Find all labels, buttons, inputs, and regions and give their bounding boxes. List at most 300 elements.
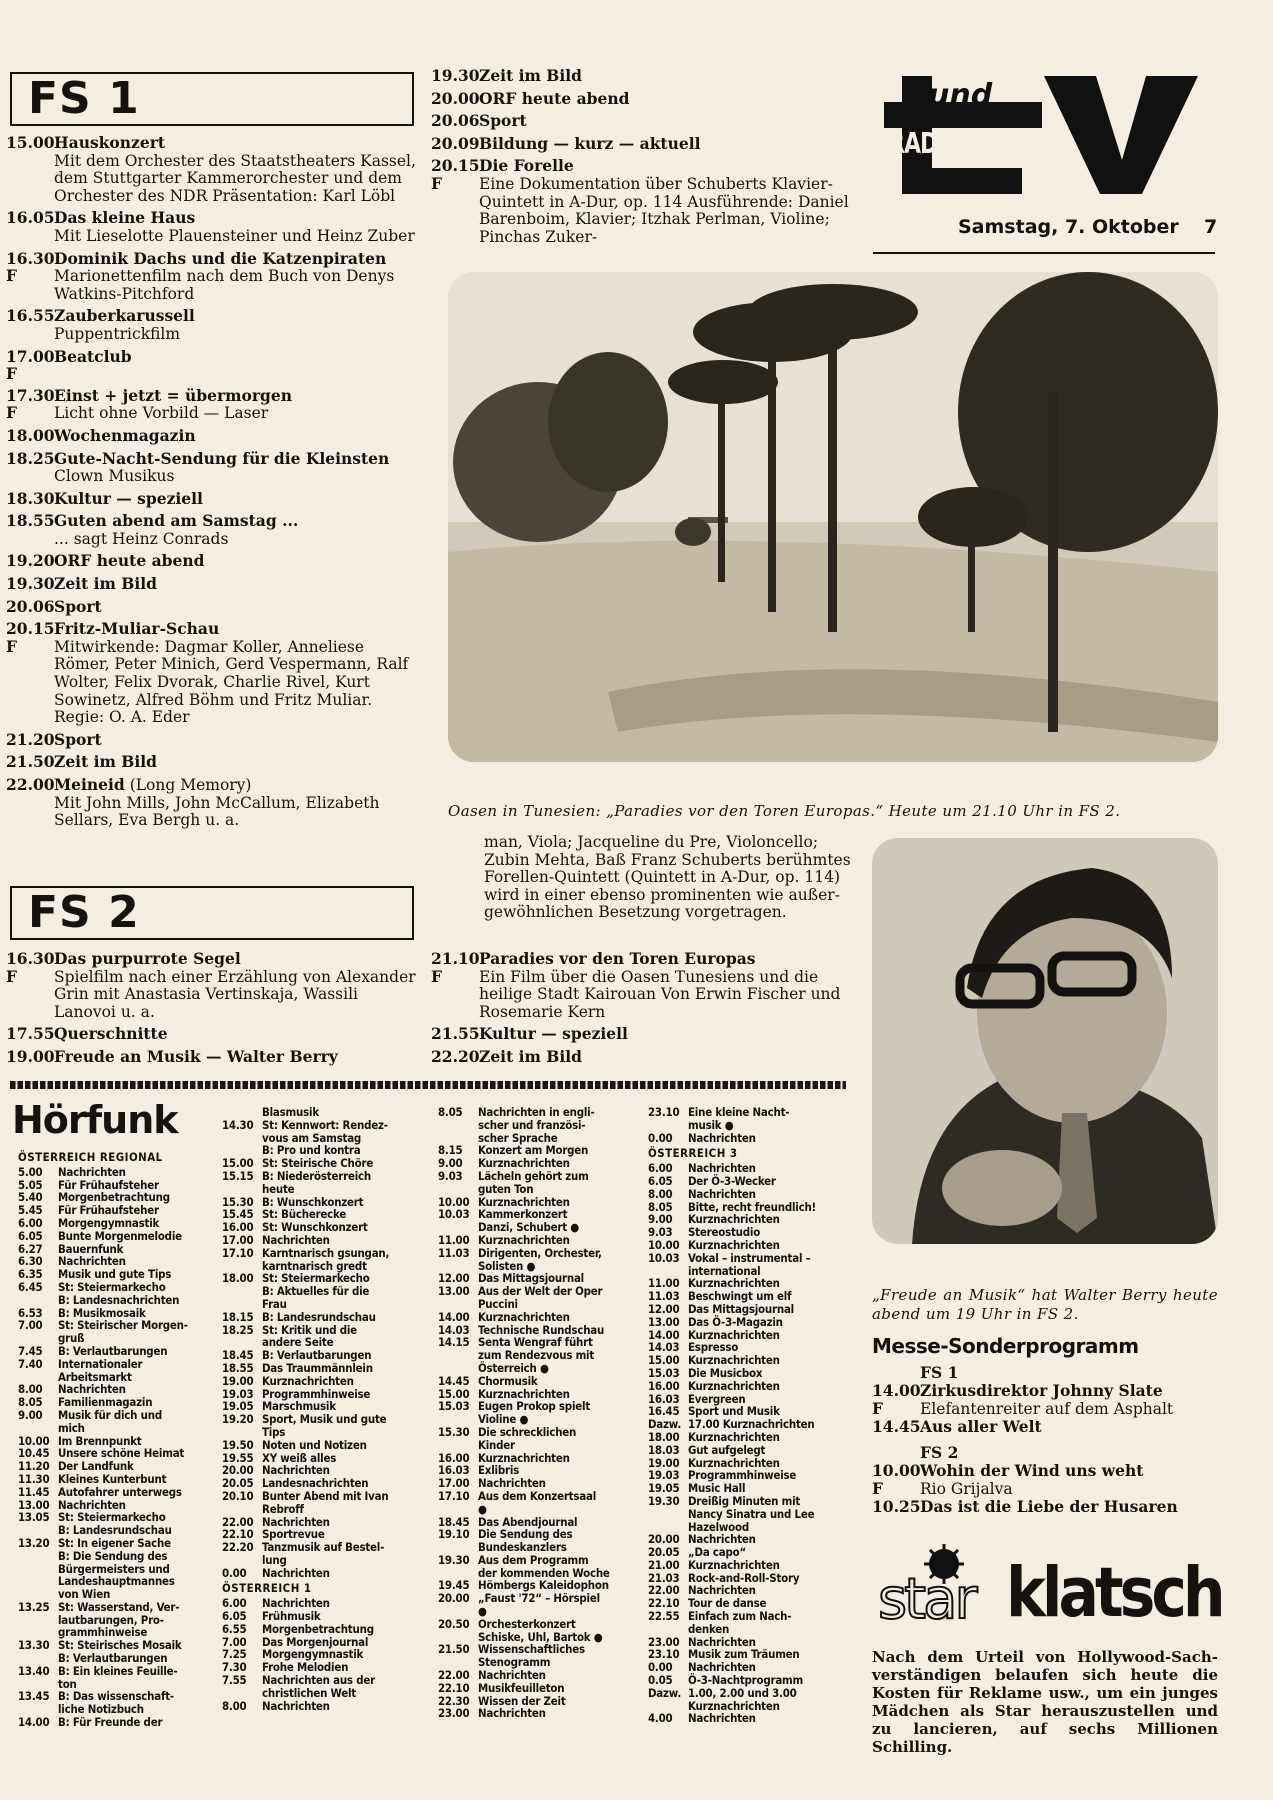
- radio-title: Kurznachrichten: [688, 1455, 780, 1470]
- radio-time: 15.00: [438, 1386, 470, 1401]
- radio-time: 8.00: [18, 1382, 43, 1397]
- rule-dot: [258, 1081, 264, 1089]
- radio-entry: [18, 1319, 222, 1332]
- program-desc: Mitwirkende: Dagmar Koller, Anneliese Römer, Peter Minich, Gerd Vespermann, Ralf Wolter, Felix Dvorak, Charlie Rivel, Kurt Sowinetz, Alfred Böhm und Fritz Muliar. Regie: O. A. Eder: [54, 637, 409, 727]
- program-entry: [431, 950, 851, 1021]
- program-text: [54, 307, 422, 343]
- rule-dot: [235, 1081, 241, 1089]
- rule-dot: [280, 1081, 286, 1089]
- program-time: 22.00: [6, 775, 55, 794]
- radio-time: 22.30: [438, 1693, 470, 1708]
- rule-dot: [273, 1081, 279, 1089]
- rule-dot: [145, 1081, 151, 1089]
- radio-title: Kurznachrichten: [478, 1386, 570, 1401]
- rule-dot: [160, 1081, 166, 1089]
- radio-entry: [438, 1413, 638, 1426]
- radio-time: 19.05: [222, 1399, 254, 1414]
- radio-title: lung: [262, 1552, 287, 1567]
- program-title: ORF heute abend: [479, 88, 630, 108]
- rule-dot: [250, 1081, 256, 1089]
- rule-dot: [715, 1081, 721, 1089]
- radio-title: St: Steiermarkecho: [58, 1510, 166, 1525]
- radio-time: 0.05: [648, 1673, 673, 1688]
- rule-dot: [423, 1081, 429, 1089]
- radio-title: Kurznachrichten: [688, 1698, 780, 1713]
- program-title: Sport: [54, 729, 102, 749]
- starklatsch-logo: [878, 1552, 1222, 1634]
- radio-title: scher und französi-: [478, 1117, 586, 1132]
- radio-title: Nachrichten: [262, 1514, 330, 1529]
- rule-dot: [520, 1081, 526, 1089]
- rule-dot: [610, 1081, 616, 1089]
- rule-dot: [415, 1081, 421, 1089]
- program-entry: [6, 387, 422, 423]
- radio-title: Rebroff: [262, 1501, 304, 1516]
- rule-dot: [408, 1081, 414, 1089]
- rule-dot: [33, 1081, 39, 1089]
- program-time: 21.55: [431, 1024, 480, 1044]
- program-time: 16.30: [6, 949, 55, 968]
- program-entry: [431, 1025, 851, 1044]
- program-text: [54, 950, 422, 1021]
- rule-dot: [445, 1081, 451, 1089]
- radio-title: Karntnarisch gsungan,: [262, 1245, 390, 1260]
- rule-dot: [363, 1081, 369, 1089]
- radio-title: 1.00, 2.00 und 3.00: [688, 1685, 797, 1700]
- radio-title: Nachrichten: [478, 1476, 546, 1491]
- rule-dot: [393, 1081, 399, 1089]
- program-flag: F: [6, 636, 18, 656]
- rule-dot: [190, 1081, 196, 1089]
- messe-entry: [872, 1480, 1218, 1498]
- radio-entry: [18, 1665, 222, 1678]
- program-title: Dominik Dachs und die Katzenpiraten: [54, 248, 387, 268]
- program-entry: [6, 753, 422, 772]
- program-text: [54, 490, 422, 509]
- radio-title: B: Ein kleines Feuille-: [58, 1663, 178, 1678]
- radio-time: [222, 1554, 262, 1567]
- radio-time: 12.00: [648, 1301, 680, 1316]
- radio-entry: [648, 1559, 854, 1572]
- radio-entry: [438, 1682, 638, 1695]
- radio-title: Nachrichten: [688, 1634, 756, 1649]
- radio-entry: [648, 1623, 854, 1636]
- radio-entry: [648, 1610, 854, 1623]
- radio-title: karntnarisch gredt: [262, 1258, 367, 1273]
- radio-title: Marschmusik: [262, 1399, 336, 1414]
- radio-time: 15.30: [222, 1194, 254, 1209]
- fs1-program-list: [6, 134, 422, 834]
- rule-dot: [340, 1081, 346, 1089]
- program-text: [54, 209, 422, 245]
- radio-entry: [18, 1281, 222, 1294]
- radio-entry: [648, 1546, 854, 1559]
- radio-time: [438, 1349, 478, 1362]
- radio-title: Nachrichten: [58, 1254, 126, 1269]
- radio-time: 7.30: [222, 1660, 247, 1675]
- radio-entry: [648, 1418, 854, 1431]
- radio-title: Das Morgenjournal: [262, 1634, 369, 1649]
- program-text: [479, 90, 851, 109]
- program-time-cell: [6, 250, 54, 304]
- radio-title: Kurznachrichten: [688, 1353, 780, 1368]
- radio-time: 11.20: [18, 1459, 50, 1474]
- radio-time: 7.00: [18, 1318, 43, 1333]
- program-time: 17.55: [6, 1024, 55, 1044]
- berry-caption: „Freude an Musik“ hat Walter Berry heute abend um 19 Uhr in FS 2.: [872, 1286, 1218, 1323]
- rule-dot: [438, 1081, 444, 1089]
- program-text: [54, 552, 422, 571]
- radio-time: 11.00: [438, 1232, 470, 1247]
- program-time-cell: [6, 753, 54, 772]
- radio-title: Rock-and-Roll-Story: [688, 1570, 800, 1585]
- radio-entry: [18, 1652, 222, 1665]
- rule-dot: [655, 1081, 661, 1089]
- radio-title: Österreich ●: [478, 1360, 549, 1375]
- radio-entry: [222, 1362, 436, 1375]
- radio-title: Hazelwood: [688, 1519, 749, 1534]
- program-flag: F: [431, 173, 443, 193]
- rule-dot: [40, 1081, 46, 1089]
- hoerfunk-col-1: [18, 1148, 222, 1729]
- rule-dot: [370, 1081, 376, 1089]
- radio-title: Kurznachrichten: [688, 1557, 780, 1572]
- radio-time: [438, 1503, 478, 1516]
- radio-entry: [222, 1490, 436, 1503]
- radio-title: andere Seite: [262, 1335, 334, 1350]
- program-time: 21.20: [6, 729, 55, 749]
- radio-entry: [438, 1669, 638, 1682]
- program-flag: F: [6, 364, 18, 384]
- program-entry: [431, 112, 851, 131]
- radio-title: St: Bücherecke: [262, 1207, 347, 1222]
- radio-time: [438, 1362, 478, 1375]
- radio-title: Musik für dich und: [58, 1407, 162, 1422]
- radio-time: 13.00: [648, 1314, 680, 1329]
- rule-dot: [745, 1081, 751, 1089]
- radio-title: Nachrichten: [58, 1497, 126, 1512]
- radio-entry: [648, 1380, 854, 1393]
- radio-title: Senta Wengraf führt: [478, 1335, 593, 1350]
- messe-fs1: FS 1: [920, 1363, 959, 1382]
- radio-time: [222, 1426, 262, 1439]
- radio-time: 6.55: [222, 1621, 247, 1636]
- radio-time: 6.00: [222, 1596, 247, 1611]
- radio-time: [18, 1524, 58, 1537]
- radio-entry: [222, 1610, 436, 1623]
- radio-entry: [438, 1400, 638, 1413]
- radio-time: 22.10: [648, 1596, 680, 1611]
- radio-title: ●: [478, 1501, 487, 1516]
- radio-entry: [18, 1358, 222, 1371]
- radio-title: Nachrichten: [688, 1711, 756, 1726]
- program-title: Zeit im Bild: [479, 66, 583, 85]
- oasis-caption: Oasen in Tunesien: „Paradies vor den Toren Europas.“ Heute um 21.10 Uhr in FS 2.: [448, 802, 1121, 820]
- radio-time: 23.00: [438, 1706, 470, 1721]
- radio-entry: [222, 1674, 436, 1687]
- radio-time: 18.55: [222, 1360, 254, 1375]
- radio-title: „Faust '72“ – Hörspiel: [478, 1591, 600, 1606]
- radio-time: 16.00: [438, 1450, 470, 1465]
- program-title: Hauskonzert: [54, 133, 166, 152]
- messe-title: Das ist die Liebe der Husaren: [920, 1497, 1178, 1516]
- radio-title: Morgengymnastik: [58, 1215, 160, 1230]
- radio-title: international: [688, 1263, 761, 1278]
- radio-entry: [648, 1106, 854, 1119]
- radio-title: Kurznachrichten: [262, 1373, 354, 1388]
- rule-dot: [243, 1081, 249, 1089]
- radio-time: 8.15: [438, 1143, 463, 1158]
- program-time: 20.06: [6, 596, 55, 616]
- program-title: Gute-Nacht-Sendung für die Kleinsten: [54, 448, 390, 468]
- radio-time: 20.00: [222, 1463, 254, 1478]
- radio-title: Die Sendung des: [478, 1527, 573, 1542]
- rule-dot: [468, 1081, 474, 1089]
- radio-title: St: Steirischer Morgen-: [58, 1318, 188, 1333]
- radio-time: 19.10: [438, 1527, 470, 1542]
- program-time-cell: [6, 134, 54, 205]
- rule-dot: [648, 1081, 654, 1089]
- radio-time: [222, 1183, 262, 1196]
- program-title: Einst + jetzt = übermorgen: [54, 385, 293, 405]
- radio-title: vous am Samstag: [262, 1130, 362, 1145]
- radio-title: Beschwingt um elf: [688, 1289, 792, 1304]
- radio-time: 16.45: [648, 1404, 680, 1419]
- radio-section-heading: ÖSTERREICH REGIONAL: [18, 1150, 163, 1164]
- messe-time: F: [872, 1399, 884, 1418]
- rule-dot: [198, 1081, 204, 1089]
- radio-entry: [222, 1554, 436, 1567]
- hand: [942, 1150, 1062, 1226]
- radio-title: Noten und Notizen: [262, 1437, 367, 1452]
- radio-title: gruß: [58, 1331, 85, 1346]
- messe-title: Wohin der Wind uns weht: [920, 1461, 1144, 1480]
- radio-time: 7.25: [222, 1647, 247, 1662]
- program-title: ORF heute abend: [54, 551, 205, 571]
- radio-entry: [222, 1503, 436, 1516]
- rule-dot: [183, 1081, 189, 1089]
- radio-entry: [18, 1460, 222, 1473]
- program-title: Beatclub: [54, 346, 132, 366]
- radio-title: Die schrecklichen: [478, 1424, 577, 1439]
- radio-title: Blasmusik: [262, 1105, 319, 1119]
- radio-title: Nachrichten: [688, 1186, 756, 1201]
- program-title: Die Forelle: [479, 156, 574, 176]
- program-text: [54, 387, 422, 423]
- radio-time: 4.00: [648, 1711, 673, 1726]
- radio-title: Nachrichten: [688, 1532, 756, 1547]
- fs2-header: FS 2: [10, 886, 414, 940]
- radio-title: Unsere schöne Heimat: [58, 1446, 185, 1461]
- program-title: Bildung — kurz — aktuell: [479, 133, 701, 153]
- program-time: 19.30: [431, 66, 480, 85]
- rule-dot: [588, 1081, 594, 1089]
- program-title: Freude an Musik — Walter Berry: [54, 1046, 338, 1066]
- radio-time: [18, 1550, 58, 1563]
- rule-dot: [288, 1081, 294, 1089]
- rule-dot: [385, 1081, 391, 1089]
- radio-time: 20.05: [222, 1476, 254, 1491]
- radio-title: Nachrichten: [688, 1660, 756, 1675]
- radio-title: Landeshauptmannes: [58, 1574, 175, 1589]
- radio-title: Bauernfunk: [58, 1241, 124, 1256]
- radio-time: 0.00: [648, 1130, 673, 1145]
- program-entry: [431, 67, 851, 86]
- program-entry: [6, 209, 422, 245]
- radio-entry: [648, 1508, 854, 1521]
- radio-title: Espresso: [688, 1340, 739, 1355]
- radio-title: Nachrichten aus der: [262, 1673, 375, 1688]
- radio-time: 20.05: [648, 1545, 680, 1560]
- rule-dot: [835, 1081, 841, 1089]
- program-time: 20.15: [6, 619, 55, 639]
- program-time: 16.30: [6, 248, 55, 268]
- program-time-cell: [431, 950, 479, 1021]
- rule-dot: [10, 1081, 16, 1089]
- rule-dot: [108, 1081, 114, 1089]
- logo-und: und: [928, 78, 993, 113]
- radio-entry: [648, 1188, 854, 1201]
- rule-dot: [670, 1081, 676, 1089]
- rule-dot: [678, 1081, 684, 1089]
- program-time: 17.30: [6, 385, 55, 405]
- radio-entry: [648, 1444, 854, 1457]
- rule-dot: [730, 1081, 736, 1089]
- program-title: Paradies vor den Toren Europas: [479, 949, 756, 968]
- program-text: [479, 112, 851, 131]
- rule-dot: [400, 1081, 406, 1089]
- program-title: Guten abend am Samstag ...: [54, 511, 299, 531]
- radio-section-heading: ÖSTERREICH 1: [222, 1581, 312, 1596]
- radio-time: 19.30: [438, 1552, 470, 1567]
- radio-title: Internationaler: [58, 1356, 143, 1371]
- page-number: 7: [1204, 216, 1218, 238]
- radio-entry: [222, 1106, 436, 1119]
- radio-title: Gut aufgelegt: [688, 1442, 766, 1457]
- rule-dot: [130, 1081, 136, 1089]
- radio-entry: [648, 1175, 854, 1188]
- rule-dot: [490, 1081, 496, 1089]
- radio-title: B: Verlautbarungen: [262, 1348, 372, 1363]
- program-time-cell: [6, 348, 54, 383]
- program-time-cell: [6, 387, 54, 423]
- program-title: Kultur — speziell: [54, 488, 203, 508]
- radio-title: Kleines Kunterbunt: [58, 1471, 167, 1486]
- radio-time: [222, 1687, 262, 1700]
- radio-title: St: Wasserstand, Ver-: [58, 1599, 180, 1614]
- program-entry: [6, 1025, 422, 1044]
- radio-title: B: Die Sendung des: [58, 1548, 168, 1563]
- radio-time: 17.00: [438, 1476, 470, 1491]
- radio-title: Eugen Prokop spielt: [478, 1399, 591, 1414]
- radio-title: Dreißig Minuten mit: [688, 1493, 801, 1508]
- program-entry: [6, 950, 422, 1021]
- rule-dot: [603, 1081, 609, 1089]
- rule-dot: [640, 1081, 646, 1089]
- radio-title: B: Das wissenschaft-: [58, 1689, 174, 1704]
- program-title: Zeit im Bild: [479, 1046, 583, 1066]
- radio-time: 13.20: [18, 1535, 50, 1550]
- radio-section-heading: ÖSTERREICH 3: [648, 1146, 738, 1161]
- radio-entry: [222, 1516, 436, 1529]
- radio-time: 8.05: [648, 1199, 673, 1214]
- messe-time: F: [872, 1479, 884, 1498]
- radio-entry: [222, 1477, 436, 1490]
- radio-title: St: Steiermarkecho: [262, 1271, 370, 1286]
- program-desc: Mit Lieselotte Plauensteiner und Heinz Zuber: [54, 226, 415, 245]
- radio-entry: [222, 1183, 436, 1196]
- hoerfunk-dotted-rule: [10, 1080, 846, 1090]
- rule-dot: [138, 1081, 144, 1089]
- radio-time: 10.03: [648, 1250, 680, 1265]
- radio-time: 16.03: [648, 1391, 680, 1406]
- radio-title: B: Wunschkonzert: [262, 1194, 364, 1209]
- program-title-extra: (Long Memory): [124, 776, 252, 794]
- radio-title: Nachrichten: [262, 1463, 330, 1478]
- radio-time: 19.05: [648, 1481, 680, 1496]
- radio-time: 22.00: [438, 1668, 470, 1683]
- radio-time: 9.00: [438, 1156, 463, 1171]
- radio-title: Das Mittagsjournal: [688, 1301, 794, 1316]
- radio-time: [18, 1575, 58, 1588]
- rule-dot: [70, 1081, 76, 1089]
- program-desc: Mit John Mills, John McCallum, Elizabeth Sellars, Eva Bergh u. a.: [54, 793, 380, 830]
- radio-title: Sportrevue: [262, 1527, 325, 1542]
- radio-title: Das Traummännlein: [262, 1360, 373, 1375]
- radio-time: 5.05: [18, 1177, 43, 1192]
- radio-time: 19.30: [648, 1493, 680, 1508]
- radio-entry: [438, 1106, 638, 1119]
- program-time-cell: [6, 209, 54, 245]
- radio-title: heute: [262, 1181, 295, 1196]
- radio-title: Danzi, Schubert ●: [478, 1220, 580, 1235]
- radio-entry: [438, 1362, 638, 1375]
- radio-title: Kurznachrichten: [688, 1276, 780, 1291]
- radio-time: 15.15: [222, 1168, 254, 1183]
- radio-time: 22.00: [648, 1583, 680, 1598]
- radio-time: [222, 1132, 262, 1145]
- rule-dot: [63, 1081, 69, 1089]
- radio-time: 6.05: [222, 1609, 247, 1624]
- radio-time: [18, 1614, 58, 1627]
- program-time-cell: [6, 427, 54, 446]
- program-desc: Mit dem Orchester des Staatstheaters Kassel, dem Stuttgarter Kammerorchester und dem Orchester des NDR Präsentation: Karl Löbl: [54, 151, 416, 205]
- rule-dot: [685, 1081, 691, 1089]
- rule-dot: [153, 1081, 159, 1089]
- radio-entry: [18, 1294, 222, 1307]
- rule-dot: [693, 1081, 699, 1089]
- radio-title: Solisten ●: [478, 1258, 536, 1273]
- radio-time: 20.10: [222, 1488, 254, 1503]
- program-time: 20.06: [431, 111, 480, 131]
- messe-time: 14.45: [872, 1417, 921, 1436]
- radio-title: Schiske, Uhl, Bartok ●: [478, 1629, 603, 1644]
- radio-time: 11.00: [648, 1276, 680, 1291]
- starklatsch-text: Nach dem Urteil von Hollywood-Sachverständigen belaufen sich heute die Kosten für Reklame usw., um ein junges Mädchen als Star herauszustellen und zu lancieren, auf sechs Millionen Schilling.: [872, 1648, 1218, 1756]
- program-time-cell: [6, 598, 54, 617]
- rule-dot: [738, 1081, 744, 1089]
- radio-time: 15.00: [222, 1156, 254, 1171]
- rule-dot: [115, 1081, 121, 1089]
- logo-rule: [873, 252, 1215, 254]
- program-time-cell: [6, 950, 54, 1021]
- program-title: Zeit im Bild: [54, 752, 158, 772]
- radio-title: Kammerkonzert: [478, 1207, 568, 1222]
- radio-time: 15.45: [222, 1207, 254, 1222]
- radio-title: Das Mittagsjournal: [478, 1271, 584, 1286]
- rule-dot: [205, 1081, 211, 1089]
- radio-time: 22.55: [648, 1609, 680, 1624]
